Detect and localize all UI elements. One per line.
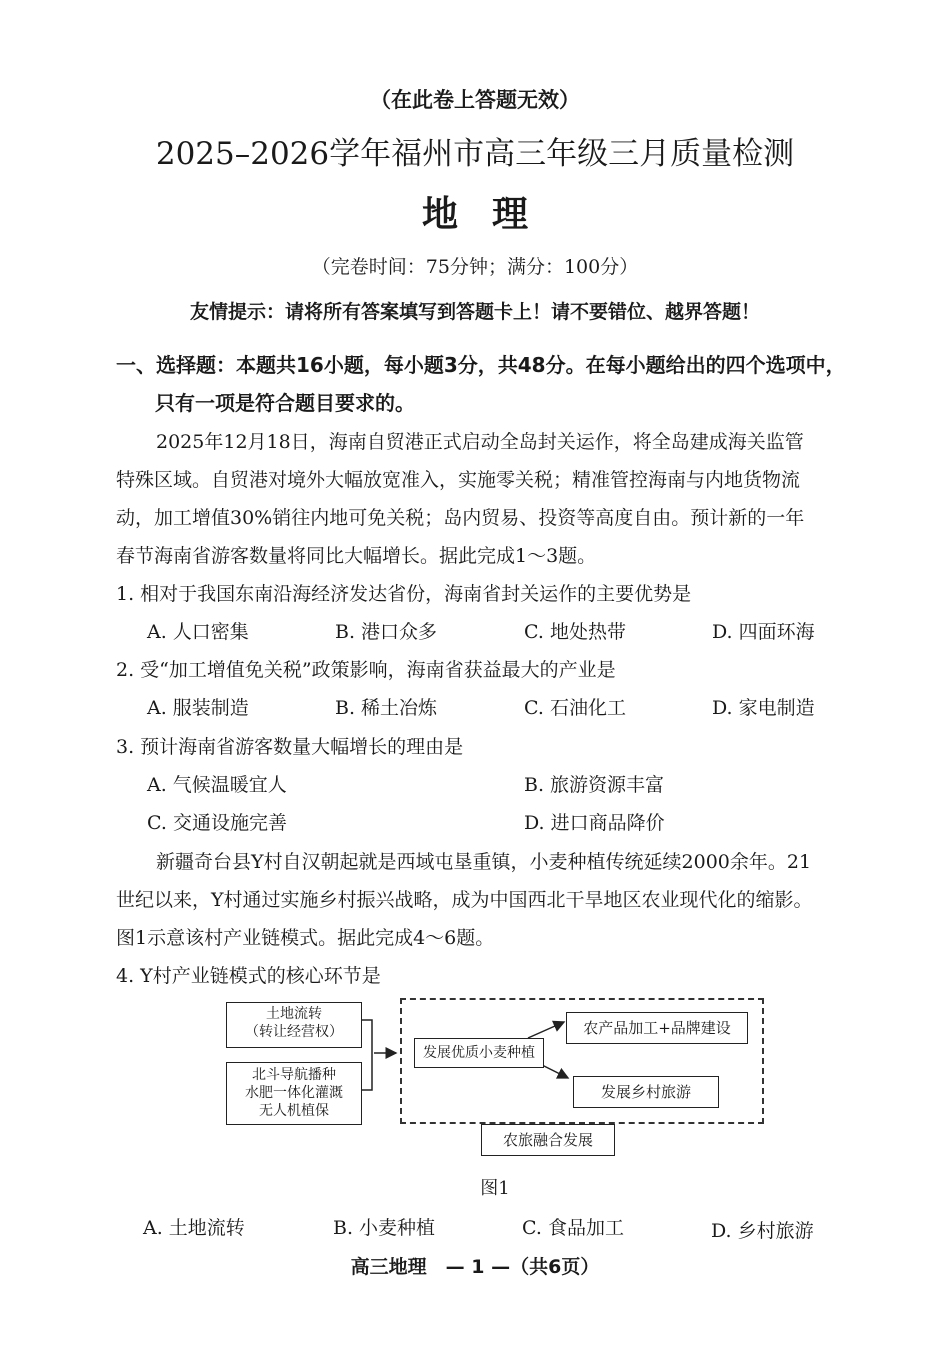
question-2-option-d: D. 家电制造 xyxy=(712,697,815,719)
box-tech-line1: 北斗导航播种 xyxy=(252,1067,336,1083)
question-2-option-c: C. 石油化工 xyxy=(524,697,626,719)
box-tech-line3: 无人机植保 xyxy=(259,1103,329,1119)
passage1-line: 特殊区域。自贸港对境外大幅放宽准入，实施零关税；精准管控海南与内地货物流 xyxy=(116,469,801,491)
section-heading: 一、选择题：本题共16小题，每小题3分，共48分。在每小题给出的四个选项中， xyxy=(116,353,846,377)
box-tech-line2: 水肥一体化灌溉 xyxy=(245,1085,343,1101)
box-tech xyxy=(226,1062,362,1125)
passage1-line: 春节海南省游客数量将同比大幅增长。据此完成1～3题。 xyxy=(116,545,597,567)
question-4-option-b: B. 小麦种植 xyxy=(333,1217,436,1239)
exam-title: 2025–2026学年福州市高三年级三月质量检测 xyxy=(155,136,795,172)
question-1-option-b: B. 港口众多 xyxy=(335,621,438,643)
question-4-option-c: C. 食品加工 xyxy=(522,1217,624,1239)
question-3-option-d: D. 进口商品降价 xyxy=(524,812,665,834)
question-3-option-b: B. 旅游资源丰富 xyxy=(524,774,665,796)
box-wheat: 发展优质小麦种植 xyxy=(414,1038,544,1068)
question-4-option-d: D. 乡村旅游 xyxy=(711,1220,814,1242)
question-1-option-a: A. 人口密集 xyxy=(147,621,249,643)
question-4-stem: 4. Y村产业链模式的核心环节是 xyxy=(116,965,381,987)
box-land-transfer-line1: 土地流转 xyxy=(266,1006,322,1022)
passage2-line: 图1示意该村产业链模式。据此完成4～6题。 xyxy=(116,927,495,949)
question-2-stem: 2. 受“加工增值免关税”政策影响，海南省获益最大的产业是 xyxy=(116,659,616,681)
passage2-line: 新疆奇台县Y村自汉朝起就是西域屯垦重镇，小麦种植传统延续2000余年。21 xyxy=(156,851,812,873)
section-heading-cont: 只有一项是符合题目要求的。 xyxy=(155,391,415,415)
box-processing: 农产品加工+品牌建设 xyxy=(566,1012,748,1044)
passage1-line: 动，加工增值30%销往内地可免关税；岛内贸易、投资等高度自由。预计新的一年 xyxy=(116,507,805,529)
box-tourism: 发展乡村旅游 xyxy=(573,1076,719,1108)
page-footer: 高三地理 — 1 —（共6页） xyxy=(350,1256,600,1278)
friendly-tip: 友情提示：请将所有答案填写到答题卡上！请不要错位、越界答题！ xyxy=(189,301,760,323)
notice-text: （在此卷上答题无效） xyxy=(370,88,580,112)
question-4-option-a: A. 土地流转 xyxy=(143,1217,245,1239)
box-land-transfer-line2: （转让经营权） xyxy=(245,1024,343,1040)
box-fusion: 农旅融合发展 xyxy=(481,1124,615,1156)
figure-caption: 图1 xyxy=(480,1178,510,1199)
passage2-line: 世纪以来，Y村通过实施乡村振兴战略，成为中国西北干旱地区农业现代化的缩影。 xyxy=(116,889,813,911)
question-1-option-c: C. 地处热带 xyxy=(524,621,626,643)
question-1-stem: 1. 相对于我国东南沿海经济发达省份，海南省封关运作的主要优势是 xyxy=(116,583,692,605)
bracket-line xyxy=(362,1020,372,1090)
question-2-option-a: A. 服装制造 xyxy=(147,697,249,719)
question-3-option-c: C. 交通设施完善 xyxy=(147,812,287,834)
question-3-stem: 3. 预计海南省游客数量大幅增长的理由是 xyxy=(116,736,464,758)
question-3-option-a: A. 气候温暖宜人 xyxy=(147,774,287,796)
question-1-option-d: D. 四面环海 xyxy=(712,621,815,643)
box-land-transfer xyxy=(226,1002,362,1048)
exam-info: （完卷时间：75分钟；满分：100分） xyxy=(311,256,639,278)
subject-title: 地理 xyxy=(421,193,562,235)
question-2-option-b: B. 稀土冶炼 xyxy=(335,697,438,719)
passage1-line: 2025年12月18日，海南自贸港正式启动全岛封关运作，将全岛建成海关监管 xyxy=(156,431,804,453)
